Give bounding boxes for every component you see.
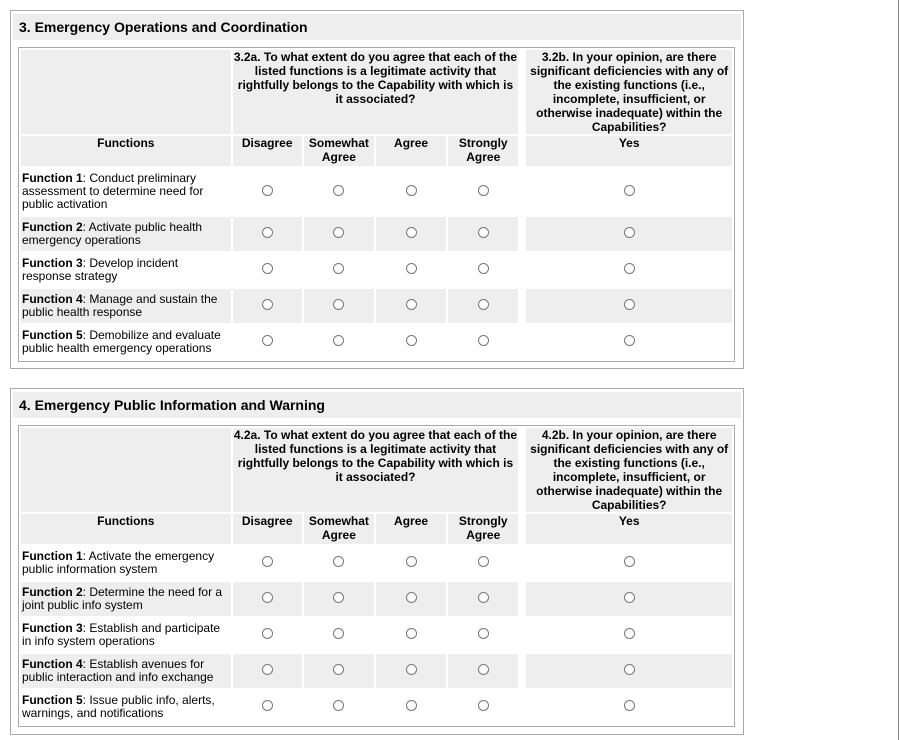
radio-somewhat[interactable]: [333, 263, 344, 274]
table-row: [21, 618, 732, 652]
col-header-yes: Yes: [526, 136, 732, 166]
radio-strongly[interactable]: [478, 185, 489, 196]
radio-somewhat[interactable]: [333, 700, 344, 711]
function-label: Function 5: [22, 693, 83, 707]
question-table: [18, 47, 735, 362]
col-header-agree: Agree: [376, 136, 446, 166]
col-header-somewhat-agree: Somewhat Agree: [304, 514, 374, 544]
radio-somewhat[interactable]: [333, 335, 344, 346]
capability-section: [10, 388, 744, 735]
function-label: Function 2: [22, 585, 83, 599]
function-cell: [21, 253, 231, 287]
radio-strongly[interactable]: [478, 263, 489, 274]
radio-strongly[interactable]: [478, 556, 489, 567]
col-header-somewhat-agree: Somewhat Agree: [304, 136, 374, 166]
radio-disagree[interactable]: [262, 592, 273, 603]
function-label: Function 5: [22, 328, 83, 342]
col-header-disagree: Disagree: [233, 136, 302, 166]
radio-somewhat[interactable]: [333, 664, 344, 675]
col-header-disagree: Disagree: [233, 514, 302, 544]
function-description: : Issue public info, alerts, warnings, and notifications: [22, 693, 215, 720]
table-row: [21, 253, 732, 287]
radio-disagree[interactable]: [262, 628, 273, 639]
function-label: Function 4: [22, 292, 83, 306]
radio-somewhat[interactable]: [333, 592, 344, 603]
radio-agree[interactable]: [406, 263, 417, 274]
radio-yes[interactable]: [624, 227, 635, 238]
radio-agree[interactable]: [406, 185, 417, 196]
radio-strongly[interactable]: [478, 664, 489, 675]
radio-somewhat[interactable]: [333, 299, 344, 310]
function-cell: [21, 325, 231, 359]
col-header-strongly-agree: Strongly Agree: [448, 136, 518, 166]
table-row: [21, 654, 732, 688]
question-a: 4.2a. To what extent do you agree that each of the listed functions is a legitimate activity that rightfully belongs to the Capability with which is it associated?: [233, 428, 519, 512]
function-label: Function 3: [22, 621, 83, 635]
function-description: : Manage and sustain the public health response: [22, 292, 218, 319]
radio-yes[interactable]: [624, 335, 635, 346]
radio-agree[interactable]: [406, 227, 417, 238]
function-description: : Determine the need for a joint public info system: [22, 585, 223, 612]
function-cell: [21, 690, 231, 724]
function-description: : Demobilize and evaluate public health emergency operations: [22, 328, 221, 355]
radio-yes[interactable]: [624, 556, 635, 567]
radio-somewhat[interactable]: [333, 185, 344, 196]
radio-yes[interactable]: [624, 185, 635, 196]
radio-strongly[interactable]: [478, 335, 489, 346]
radio-yes[interactable]: [624, 263, 635, 274]
window-edge: [898, 0, 899, 740]
function-label: Function 2: [22, 220, 83, 234]
radio-strongly[interactable]: [478, 700, 489, 711]
function-cell: [21, 168, 231, 215]
radio-disagree[interactable]: [262, 664, 273, 675]
radio-disagree[interactable]: [262, 700, 273, 711]
function-description: : Conduct preliminary assessment to determine need for public activation: [22, 171, 204, 211]
radio-agree[interactable]: [406, 700, 417, 711]
table-row: [21, 325, 732, 359]
radio-disagree[interactable]: [262, 185, 273, 196]
function-cell: [21, 289, 231, 323]
radio-agree[interactable]: [406, 628, 417, 639]
function-cell: [21, 217, 231, 251]
radio-agree[interactable]: [406, 299, 417, 310]
col-header-agree: Agree: [376, 514, 446, 544]
radio-somewhat[interactable]: [333, 628, 344, 639]
radio-disagree[interactable]: [262, 335, 273, 346]
radio-somewhat[interactable]: [333, 556, 344, 567]
radio-strongly[interactable]: [478, 227, 489, 238]
col-header-functions: Functions: [21, 514, 231, 544]
function-cell: [21, 546, 231, 580]
function-description: : Develop incident response strategy: [22, 256, 179, 283]
table-row: [21, 546, 732, 580]
radio-yes[interactable]: [624, 628, 635, 639]
radio-yes[interactable]: [624, 700, 635, 711]
function-cell: [21, 654, 231, 688]
table-row: [21, 168, 732, 215]
radio-agree[interactable]: [406, 556, 417, 567]
col-header-strongly-agree: Strongly Agree: [448, 514, 518, 544]
radio-strongly[interactable]: [478, 628, 489, 639]
function-label: Function 1: [22, 171, 83, 185]
col-header-functions: Functions: [21, 136, 231, 166]
radio-agree[interactable]: [406, 664, 417, 675]
radio-strongly[interactable]: [478, 299, 489, 310]
capability-section: [10, 10, 744, 369]
radio-disagree[interactable]: [262, 299, 273, 310]
function-cell: [21, 582, 231, 616]
section-title: 4. Emergency Public Information and Warning: [13, 392, 741, 418]
radio-disagree[interactable]: [262, 227, 273, 238]
radio-disagree[interactable]: [262, 556, 273, 567]
question-table: [18, 425, 735, 727]
radio-agree[interactable]: [406, 592, 417, 603]
function-label: Function 4: [22, 657, 83, 671]
function-label: Function 1: [22, 549, 83, 563]
section-title: 3. Emergency Operations and Coordination: [13, 14, 741, 40]
function-label: Function 3: [22, 256, 83, 270]
question-a: 3.2a. To what extent do you agree that each of the listed functions is a legitimate activity that rightfully belongs to the Capability with which is it associated?: [233, 50, 519, 134]
radio-somewhat[interactable]: [333, 227, 344, 238]
function-description: : Activate the emergency public information system: [22, 549, 215, 576]
radio-yes[interactable]: [624, 664, 635, 675]
function-cell: [21, 618, 231, 652]
table-row: [21, 217, 732, 251]
table-row: [21, 582, 732, 616]
radio-disagree[interactable]: [262, 263, 273, 274]
function-description: : Establish avenues for public interaction and info exchange: [22, 657, 214, 684]
radio-yes[interactable]: [624, 592, 635, 603]
radio-yes[interactable]: [624, 299, 635, 310]
question-b: 4.2b. In your opinion, are there significant deficiencies with any of the existing functions (i.e., incomplete, insufficient, or otherwise inadequate) within the Capabilities?: [526, 428, 732, 512]
table-row: [21, 289, 732, 323]
function-description: : Establish and participate in info system operations: [22, 621, 221, 648]
question-b: 3.2b. In your opinion, are there significant deficiencies with any of the existing functions (i.e., incomplete, insufficient, or otherwise inadequate) within the Capabilities?: [526, 50, 732, 134]
radio-strongly[interactable]: [478, 592, 489, 603]
table-row: [21, 690, 732, 724]
radio-agree[interactable]: [406, 335, 417, 346]
col-header-yes: Yes: [526, 514, 732, 544]
function-description: : Activate public health emergency operations: [22, 220, 203, 247]
